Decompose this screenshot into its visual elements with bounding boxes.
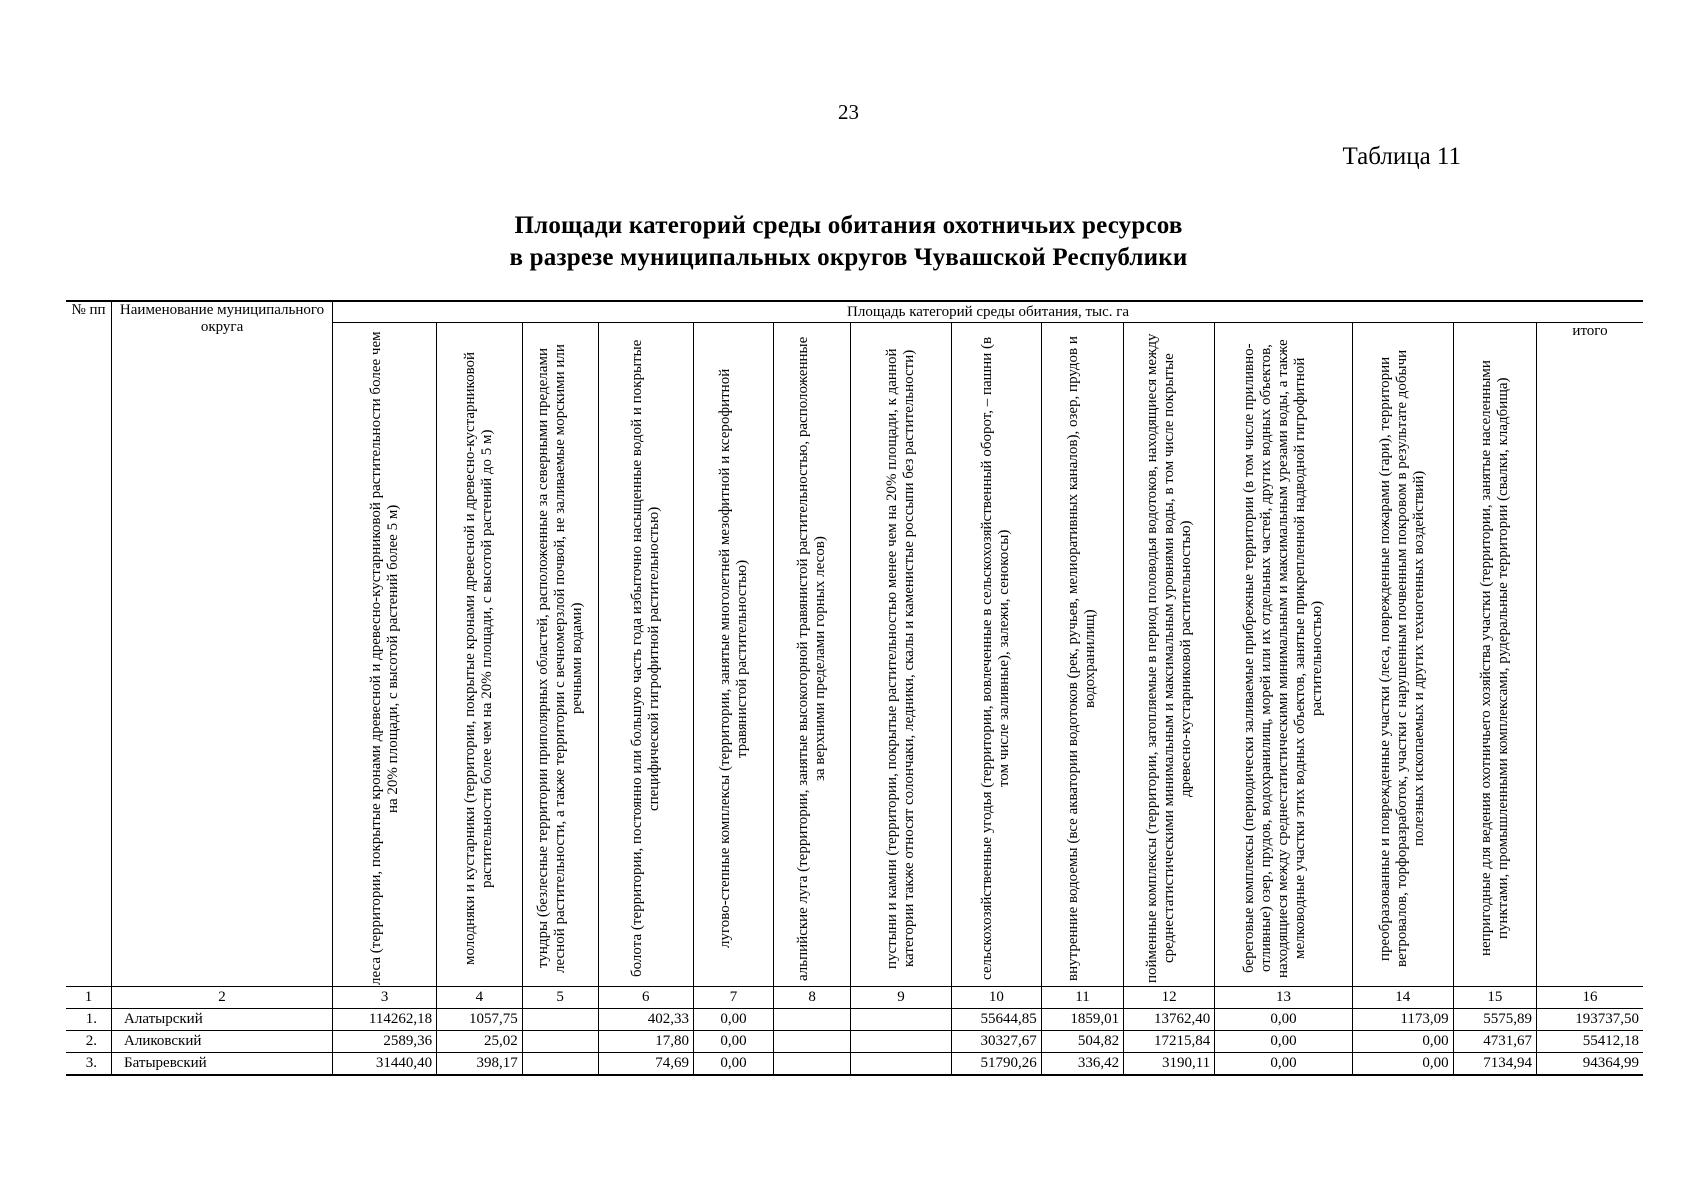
table-cell <box>774 1009 851 1031</box>
table-cell: 1859,01 <box>1041 1009 1123 1031</box>
table-cell: 336,42 <box>1041 1053 1123 1076</box>
header-category-unsuitable: непригодные для ведения охотничьего хозяйства участки (территории, занятые населенными пунктами, промышленными комплексами, рудеральные территории (свалки, кладбища) <box>1453 323 1536 987</box>
district-name: Аликовский <box>112 1031 333 1053</box>
table-cell: 0,00 <box>693 1053 773 1076</box>
table-cell: 1173,09 <box>1352 1009 1453 1031</box>
table-cell <box>851 1031 952 1053</box>
table-cell: 504,82 <box>1041 1031 1123 1053</box>
col-number: 15 <box>1453 987 1536 1009</box>
header-category-floodplain: пойменные комплексы (территории, затопляемые в период половодья водотоков, находящиеся между среднестатистическими минимальным и максимальным уровнями воды, в том числе покрытые древесно-кустарниковой растительностью) <box>1124 323 1215 987</box>
table-cell <box>522 1031 598 1053</box>
table-cell: 4731,67 <box>1453 1031 1536 1053</box>
table-cell: 0,00 <box>1352 1031 1453 1053</box>
header-category-tundra: тундры (безлесные территории приполярных областей, расположенные за северными пределами лесной растительности, а также территории с вечномерзлой почвой, не заливаемые морскими или речными водами) <box>522 323 598 987</box>
table-cell: 0,00 <box>693 1031 773 1053</box>
table-cell: 193737,50 <box>1537 1009 1643 1031</box>
table-cell: 31440,40 <box>333 1053 437 1076</box>
table-cell <box>522 1053 598 1076</box>
table-caption: Таблица 11 <box>1342 143 1461 170</box>
table-row <box>66 1009 1643 1031</box>
page-number: 23 <box>838 100 859 124</box>
table-cell: 17,80 <box>598 1031 693 1053</box>
title-line-1: Площади категорий среды обитания охотничьих ресурсов <box>514 212 1183 239</box>
table-cell <box>774 1031 851 1053</box>
table-cell: 1057,75 <box>437 1009 523 1031</box>
col-number: 14 <box>1352 987 1453 1009</box>
table-cell: 55412,18 <box>1537 1031 1643 1053</box>
table-cell <box>851 1053 952 1076</box>
header-category-swamp: болота (территории, постоянно или большую часть года избыточно насыщенные водой и покрытые специфической гигрофитной растительностью) <box>598 323 693 987</box>
col-number: 5 <box>522 987 598 1009</box>
header-category-alpine: альпийские луга (территории, занятые высокогорной травянистой растительностью, расположенные за верхними пределами горных лесов) <box>774 323 851 987</box>
col-number: 4 <box>437 987 523 1009</box>
col-number: 12 <box>1124 987 1215 1009</box>
table-cell: 2589,36 <box>333 1031 437 1053</box>
header-category-forest: леса (территории, покрытые кронами древесной и древесно-кустарниковой растительности более чем на 20% площади, с высотой растений более 5 м) <box>333 323 437 987</box>
header-category-desert: пустыни и камни (территории, покрытые растительностью менее чем на 20% площади, к данной категории также относят солончаки, ледники, скалы и каменистые россыпи без растительности) <box>851 323 952 987</box>
col-number: 7 <box>693 987 773 1009</box>
table-cell: 17215,84 <box>1124 1031 1215 1053</box>
table-cell: 55644,85 <box>951 1009 1041 1031</box>
header-category-coastal: береговые комплексы (периодически заливаемые прибрежные территории (в том числе приливно-отливные) озер, прудов, водохранилищ, морей или их отдельных частей, других водных объектов, находящиеся между среднестатистическими минимальным и максимальным урезами воды, а также мелководные участки этих водных объектов, занятые прикрепленной надводной гигрофитной растительностью) <box>1215 323 1353 987</box>
table-cell: 3190,11 <box>1124 1053 1215 1076</box>
table-cell: 114262,18 <box>333 1009 437 1031</box>
col-number: 11 <box>1041 987 1123 1009</box>
header-category-damaged: преобразованные и поврежденные участки (леса, поврежденные пожарами (гари), территории ветровалов, торфоразработок, участки с нарушенным почвенным покровом в результате добычи полезных ископаемых и других техногенных воздействий) <box>1352 323 1453 987</box>
table-cell: 74,69 <box>598 1053 693 1076</box>
header-category-inland-water: внутренние водоемы (все акватории водотоков (рек, ручьев, мелиоративных каналов), озер, прудов и водохранилищ) <box>1041 323 1123 987</box>
header-group: Площадь категорий среды обитания, тыс. га <box>333 301 1643 323</box>
table-cell: 94364,99 <box>1537 1053 1643 1076</box>
col-number: 3 <box>333 987 437 1009</box>
col-number: 9 <box>851 987 952 1009</box>
header-category-agricultural: сельскохозяйственные угодья (территории, вовлеченные в сельскохозяйственный оборот, – пашни (в том числе заливные), залежи, сенокосы) <box>951 323 1041 987</box>
table-cell: 51790,26 <box>951 1053 1041 1076</box>
header-category-meadow-steppe: лугово-степные комплексы (территории, занятые многолетней мезофитной и ксерофитной травянистой растительностью) <box>693 323 773 987</box>
table-row <box>66 1031 1643 1053</box>
header-row-top <box>66 301 1643 323</box>
district-name: Алатырский <box>112 1009 333 1031</box>
table-cell: 0,00 <box>693 1009 773 1031</box>
table-cell <box>522 1009 598 1031</box>
table-cell: 402,33 <box>598 1009 693 1031</box>
district-name: Батыревский <box>112 1053 333 1076</box>
table-cell: 0,00 <box>1352 1053 1453 1076</box>
table-cell: 13762,40 <box>1124 1009 1215 1031</box>
title-line-2: в разрезе муниципальных округов Чувашской Республики <box>509 244 1188 271</box>
column-number-row <box>66 987 1643 1009</box>
table-cell: 398,17 <box>437 1053 523 1076</box>
header-num: № пп <box>66 301 112 987</box>
table-cell: 25,02 <box>437 1031 523 1053</box>
row-number: 3. <box>66 1053 112 1076</box>
col-number: 13 <box>1215 987 1353 1009</box>
table-cell <box>774 1053 851 1076</box>
table-cell <box>851 1009 952 1031</box>
header-name: Наименование муниципального округа <box>112 301 333 987</box>
row-number: 1. <box>66 1009 112 1031</box>
table-cell: 0,00 <box>1215 1009 1353 1031</box>
header-category-young-forest: молодняки и кустарники (территории, покрытые кронами древесной и древесно-кустарниковой растительности более чем на 20% площади, с высотой растений до 5 м) <box>437 323 523 987</box>
col-number: 16 <box>1537 987 1643 1009</box>
header-total: итого <box>1537 323 1643 987</box>
col-number: 6 <box>598 987 693 1009</box>
table-cell: 7134,94 <box>1453 1053 1536 1076</box>
col-number: 8 <box>774 987 851 1009</box>
document-title <box>0 210 1697 274</box>
table-cell: 0,00 <box>1215 1053 1353 1076</box>
col-number: 2 <box>112 987 333 1009</box>
table-row <box>66 1053 1643 1076</box>
table-cell: 0,00 <box>1215 1031 1353 1053</box>
row-number: 2. <box>66 1031 112 1053</box>
col-number: 1 <box>66 987 112 1009</box>
table-cell: 5575,89 <box>1453 1009 1536 1031</box>
table-cell: 30327,67 <box>951 1031 1041 1053</box>
col-number: 10 <box>951 987 1041 1009</box>
habitat-area-table <box>66 300 1643 1076</box>
